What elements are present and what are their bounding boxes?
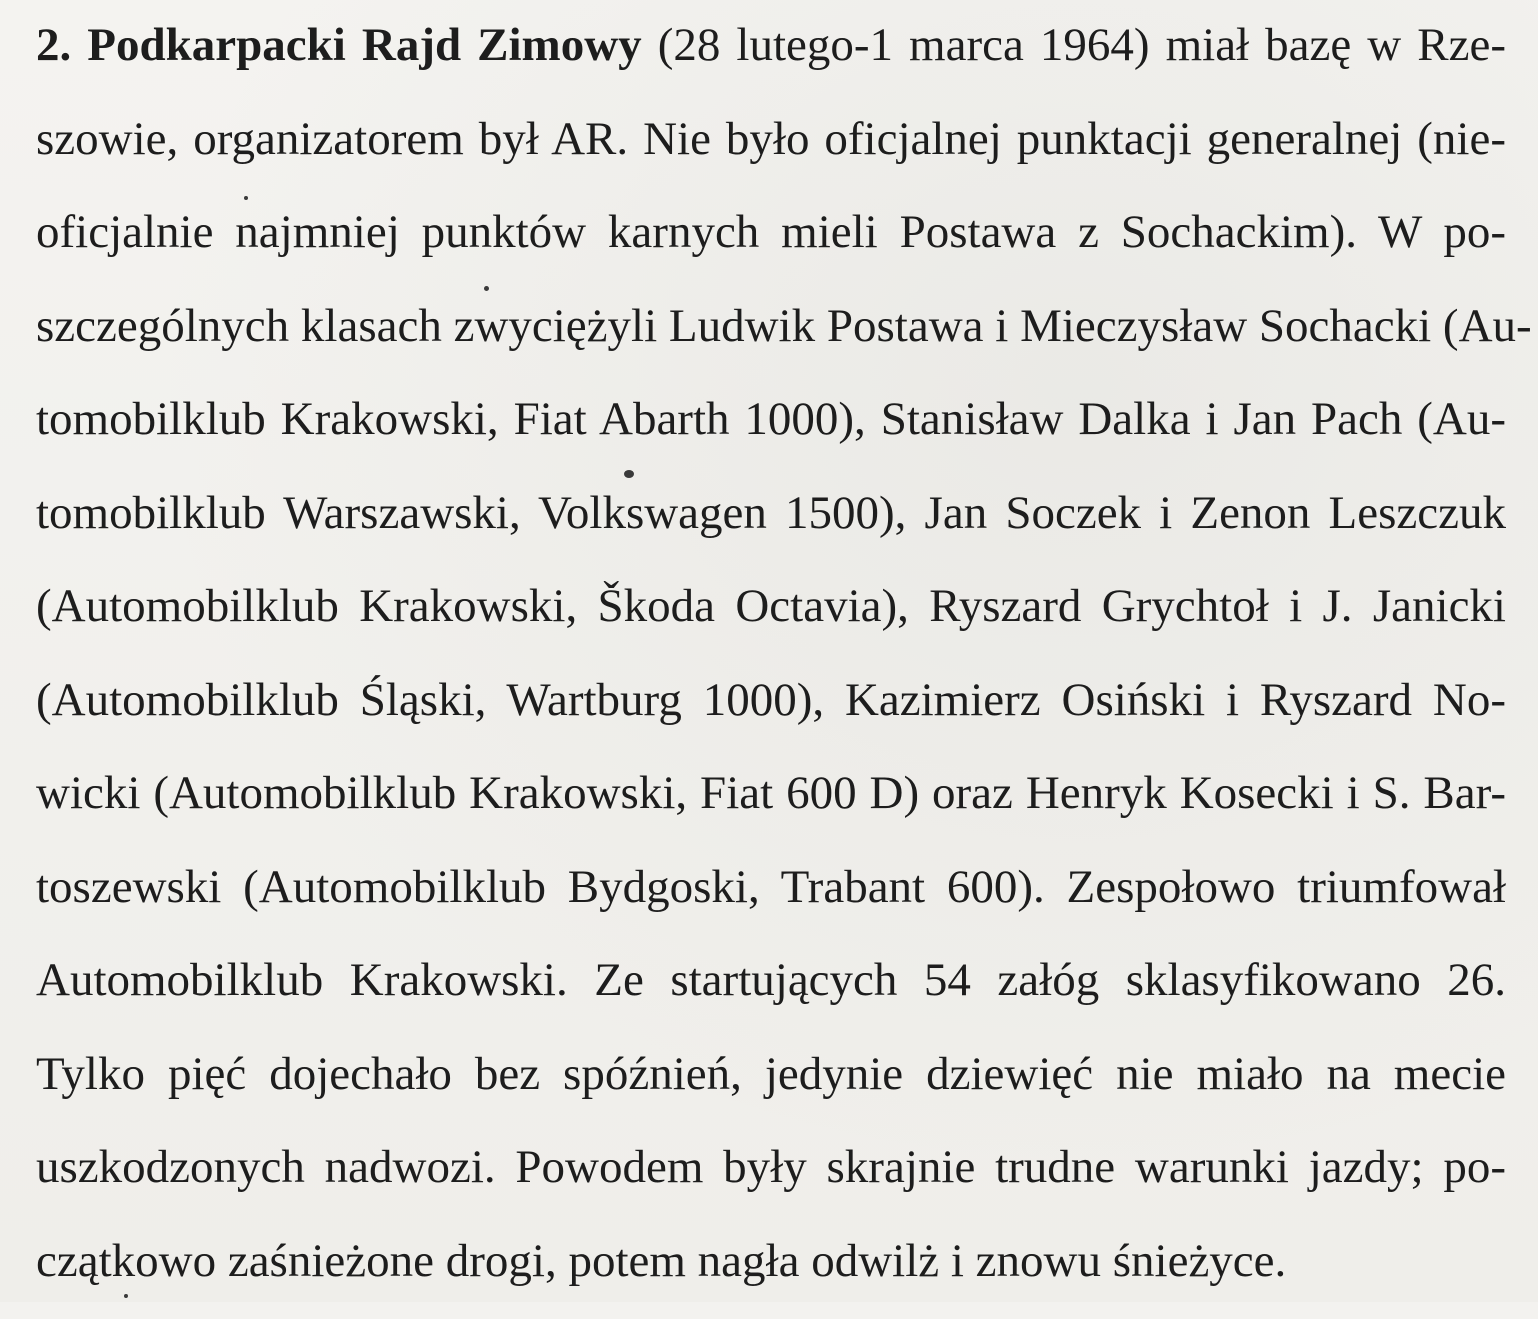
text-line: tomobilklub Warszawski, Volkswagen 1500), Jan Soczek i Zenon Leszczuk (36, 478, 1506, 572)
text-line (36, 10, 1506, 104)
ink-speck (124, 1294, 128, 1298)
text-line: (Automobilklub Krakowski, Škoda Octavia), Ryszard Grychtoł i J. Janicki (36, 571, 1506, 665)
text-line: szowie, organizatorem był AR. Nie było oficjalnej punktacji generalnej (nie- (36, 104, 1506, 198)
text-line: oficjalnie najmniej punktów karnych mieli Postawa z Sochackim). W po- (36, 197, 1506, 291)
rally-heading: 2. Podkarpacki Rajd Zimowy (36, 19, 642, 71)
ink-speck (244, 196, 248, 200)
text-line: Automobilklub Krakowski. Ze startujących 54 załóg sklasyfikowano 26. (36, 945, 1506, 1039)
text-line: uszkodzonych nadwozi. Powodem były skrajnie trudne warunki jazdy; po- (36, 1132, 1506, 1226)
text-line: tomobilklub Krakowski, Fiat Abarth 1000), Stanisław Dalka i Jan Pach (Au- (36, 384, 1506, 478)
text-line: wicki (Automobilklub Krakowski, Fiat 600 D) oraz Henryk Kosecki i S. Bar- (36, 758, 1506, 852)
text-line: Tylko pięć dojechało bez spóźnień, jedynie dziewięć nie miało na mecie (36, 1039, 1506, 1133)
rally-paragraph (36, 10, 1506, 1319)
line-1-text: (28 lutego-1 marca 1964) miał bazę w Rze- (642, 19, 1506, 71)
text-line: czątkowo zaśnieżone drogi, potem nagła odwilż i znowu śnieżyce. (36, 1226, 1506, 1319)
text-line: szczególnych klasach zwyciężyli Ludwik Postawa i Mieczysław Sochacki (Au- (36, 291, 1506, 385)
ink-speck (624, 470, 634, 478)
text-line: toszewski (Automobilklub Bydgoski, Trabant 600). Zespołowo triumfował (36, 852, 1506, 946)
ink-speck (484, 286, 489, 291)
text-line: (Automobilklub Śląski, Wartburg 1000), Kazimierz Osiński i Ryszard No- (36, 665, 1506, 759)
